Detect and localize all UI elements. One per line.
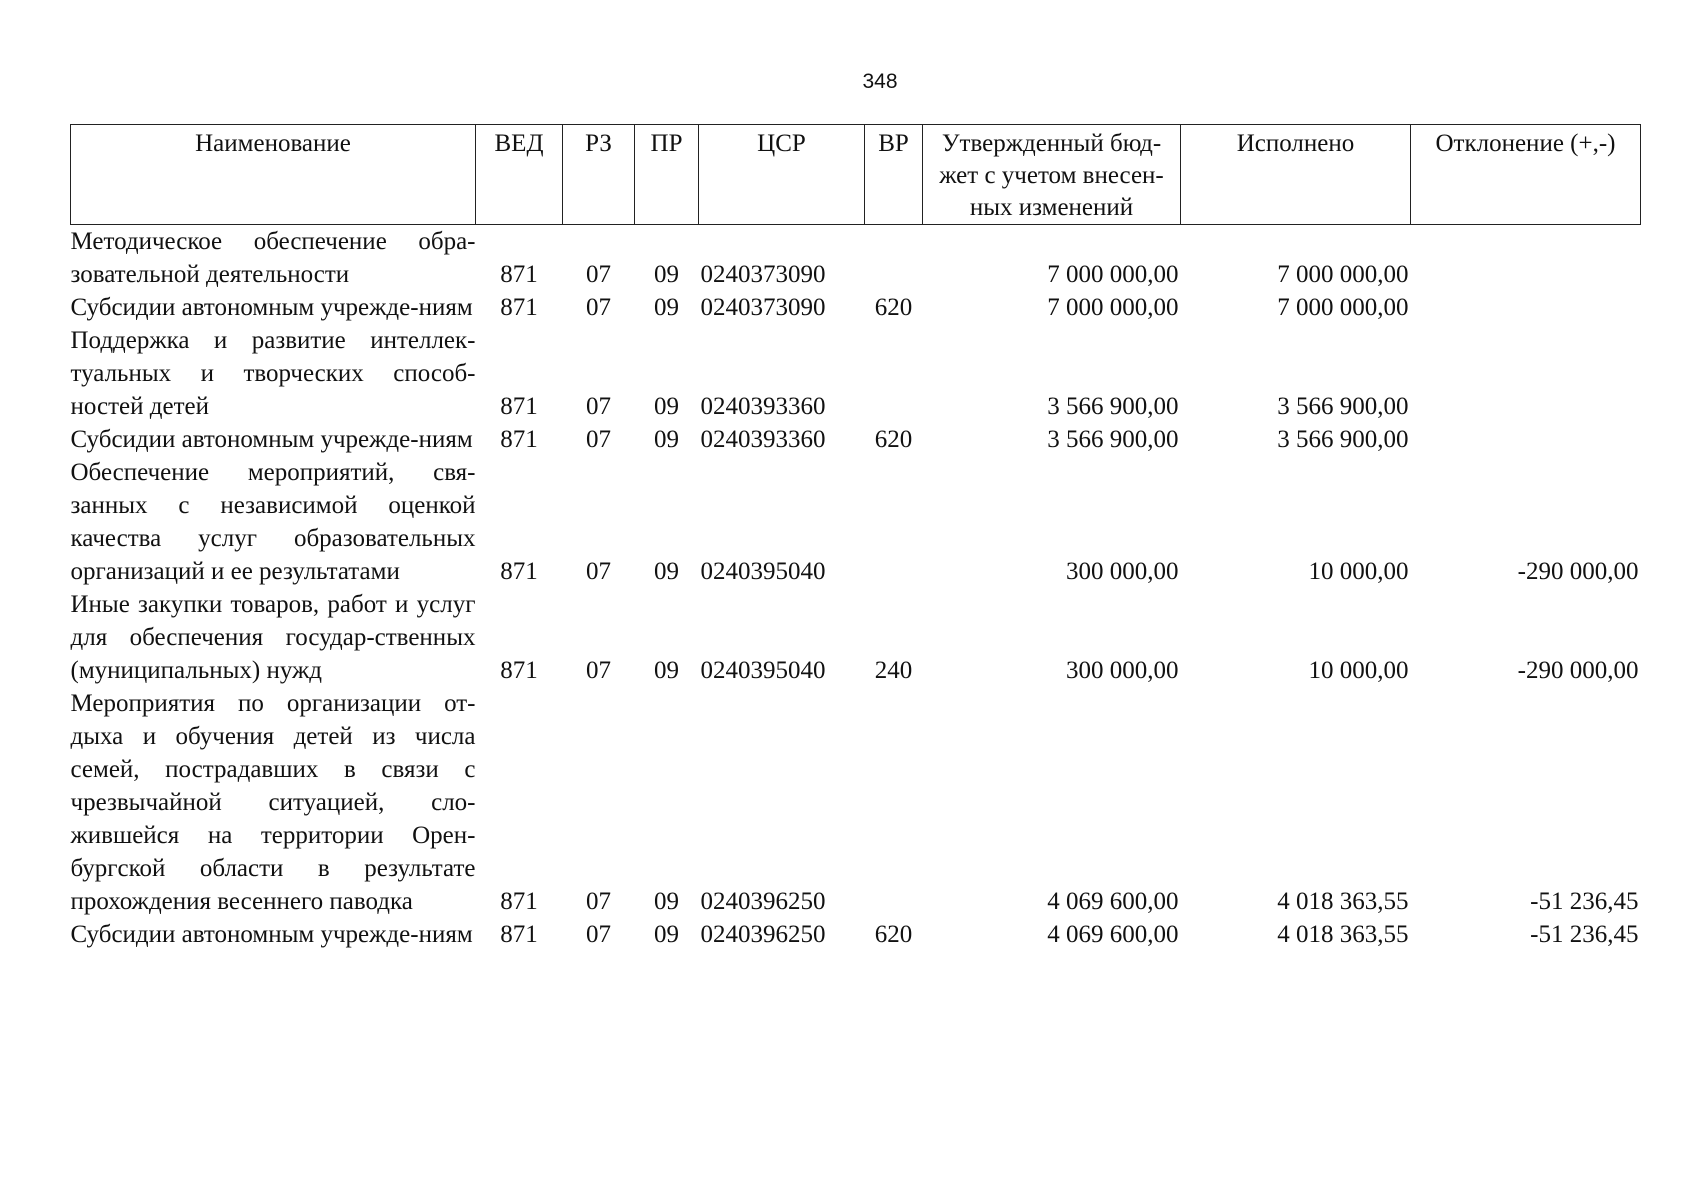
- header-vr: ВР: [865, 125, 923, 225]
- row-name: Методическое обеспечение обра-зовательной деятельности: [70, 228, 476, 288]
- row-ved: 871: [500, 888, 538, 915]
- table-row: [71, 918, 1641, 951]
- row-ved: 871: [500, 657, 538, 684]
- row-deviation: -51 236,45: [1530, 888, 1639, 915]
- row-vr: 240: [874, 657, 913, 684]
- row-rz: 07: [586, 558, 611, 585]
- row-executed: 3 566 900,00: [1277, 426, 1409, 453]
- row-executed: 3 566 900,00: [1277, 393, 1409, 420]
- row-deviation: [1411, 423, 1641, 456]
- row-name: Субсидии автономным учрежде-ниям: [70, 294, 473, 321]
- row-pr: 09: [654, 426, 679, 453]
- row-deviation: [1411, 291, 1641, 324]
- header-name: Наименование: [71, 125, 476, 225]
- row-deviation: [1411, 324, 1641, 423]
- row-name: Обеспечение мероприятий, свя-занных с независимой оценкой качества услуг образовательных организаций и ее результатами: [70, 459, 476, 585]
- header-rz: РЗ: [563, 125, 635, 225]
- row-deviation: -51 236,45: [1530, 921, 1639, 948]
- table-row: [71, 423, 1641, 456]
- budget-execution-table: [70, 124, 1641, 951]
- row-deviation: [1411, 225, 1641, 292]
- header-executed: Исполнено: [1181, 125, 1411, 225]
- header-csr: ЦСР: [699, 125, 865, 225]
- row-ved: 871: [500, 921, 538, 948]
- header-deviation: Отклонение (+,-): [1411, 125, 1641, 225]
- table-row: [71, 225, 1641, 292]
- row-pr: 09: [654, 558, 679, 585]
- row-approved: 3 566 900,00: [1047, 393, 1179, 420]
- row-vr: [865, 687, 923, 918]
- row-pr: 09: [654, 888, 679, 915]
- row-approved: 3 566 900,00: [1047, 426, 1179, 453]
- row-csr: 0240393360: [700, 426, 826, 453]
- row-csr: 0240396250: [700, 921, 826, 948]
- row-csr: 0240395040: [700, 558, 826, 585]
- row-rz: 07: [586, 261, 611, 288]
- row-rz: 07: [586, 888, 611, 915]
- row-executed: 7 000 000,00: [1277, 261, 1409, 288]
- row-rz: 07: [586, 921, 611, 948]
- row-approved: 7 000 000,00: [1047, 261, 1179, 288]
- header-approved-budget: Утвержденный бюд-жет с учетом внесен-ных изменений: [923, 125, 1181, 225]
- row-name: Поддержка и развитие интеллек-туальных и творческих способ-ностей детей: [70, 327, 476, 420]
- header-pr: ПР: [635, 125, 699, 225]
- row-executed: 4 018 363,55: [1277, 888, 1409, 915]
- row-executed: 10 000,00: [1308, 558, 1409, 585]
- row-vr: [865, 324, 923, 423]
- row-pr: 09: [654, 657, 679, 684]
- row-executed: 7 000 000,00: [1277, 294, 1409, 321]
- row-ved: 871: [500, 294, 538, 321]
- row-vr: [865, 456, 923, 588]
- table-row: [71, 324, 1641, 423]
- row-pr: 09: [654, 393, 679, 420]
- table-header-row: [71, 125, 1641, 225]
- row-rz: 07: [586, 426, 611, 453]
- row-approved: 4 069 600,00: [1047, 888, 1179, 915]
- row-ved: 871: [500, 393, 538, 420]
- row-name: Мероприятия по организации от-дыха и обучения детей из числа семей, пострадавших в связи с чрезвычайной ситуацией, сло-жившейся на территории Орен-бургской области в результате прохождения весеннего паводка: [70, 690, 476, 915]
- row-csr: 0240393360: [700, 393, 826, 420]
- row-approved: 300 000,00: [1066, 657, 1179, 684]
- row-csr: 0240373090: [700, 261, 826, 288]
- row-vr: [865, 225, 923, 292]
- row-pr: 09: [654, 261, 679, 288]
- page-number: 348: [862, 70, 898, 93]
- row-name: Субсидии автономным учрежде-ниям: [70, 426, 473, 453]
- row-vr: 620: [874, 426, 913, 453]
- row-executed: 4 018 363,55: [1277, 921, 1409, 948]
- row-pr: 09: [654, 294, 679, 321]
- row-vr: 620: [874, 921, 913, 948]
- row-ved: 871: [500, 261, 538, 288]
- row-rz: 07: [586, 393, 611, 420]
- table-row: [71, 291, 1641, 324]
- row-rz: 07: [586, 657, 611, 684]
- row-approved: 300 000,00: [1066, 558, 1179, 585]
- row-deviation: -290 000,00: [1517, 657, 1639, 684]
- row-deviation: -290 000,00: [1517, 558, 1639, 585]
- row-name: Субсидии автономным учрежде-ниям: [70, 921, 473, 948]
- row-ved: 871: [500, 426, 538, 453]
- table-row: [71, 588, 1641, 687]
- row-approved: 7 000 000,00: [1047, 294, 1179, 321]
- row-rz: 07: [586, 294, 611, 321]
- table-row: [71, 687, 1641, 918]
- row-csr: 0240395040: [700, 657, 826, 684]
- row-name: Иные закупки товаров, работ и услуг для обеспечения государ-ственных (муниципальных) нужд: [70, 591, 476, 684]
- row-csr: 0240373090: [700, 294, 826, 321]
- row-approved: 4 069 600,00: [1047, 921, 1179, 948]
- row-executed: 10 000,00: [1308, 657, 1409, 684]
- row-pr: 09: [654, 921, 679, 948]
- row-vr: 620: [874, 294, 913, 321]
- header-ved: ВЕД: [476, 125, 563, 225]
- table-row: [71, 456, 1641, 588]
- row-ved: 871: [500, 558, 538, 585]
- row-csr: 0240396250: [700, 888, 826, 915]
